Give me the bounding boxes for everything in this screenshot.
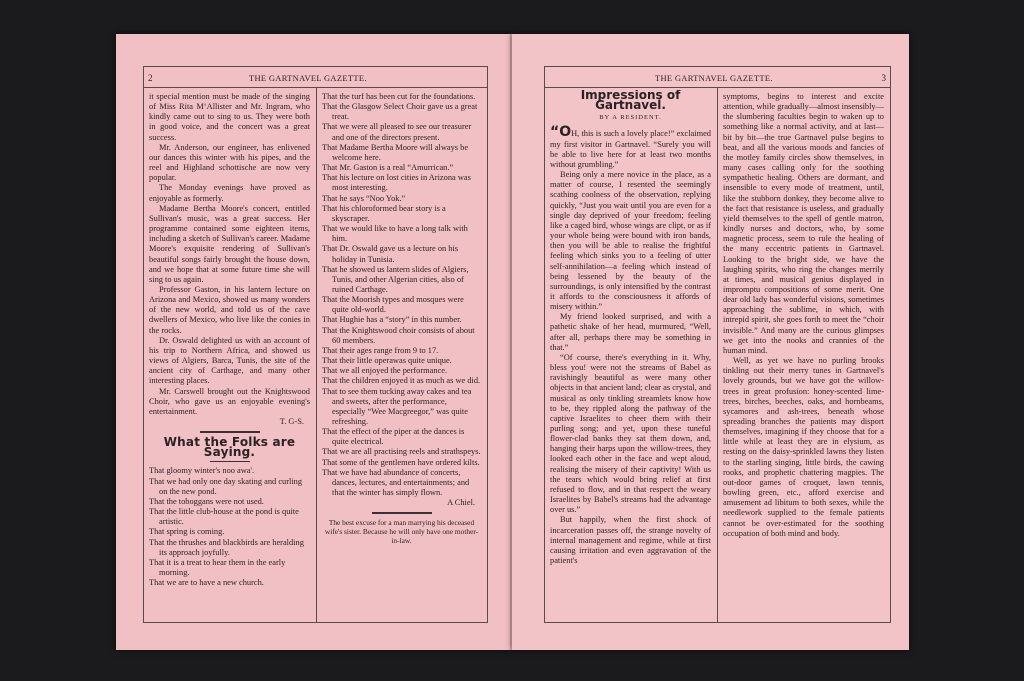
saying-item: That the Moorish types and mosques were quite old-world.: [322, 295, 464, 315]
saying-item: That Mr. Gaston is a real “Amurrican.”: [322, 163, 454, 173]
saying-item: That the little club-house at the pond is quite artistic.: [149, 507, 299, 527]
paragraph: “Of course, there's everything in it. Why, bless you! were not the streams of Babel as ravishingly beautiful as were many other objects in that ancient land; clear as crystal, and musical as only tinkling streamlets know how to be, they rippled along the pathway of the captive Israelites to cheer them with their purling song; and yet, upon these tuneful flower-clad banks they sat them down, and, hanging their harps upon the willow-trees, they looked each other in the face and wept aloud, realising the misery of their captivity! With us the tears which would bring relief at first refused to flow, and in that respect the weary Israelites by Babel's streams had the advantage over us.”: [550, 352, 711, 515]
left-column-1: [149, 92, 310, 619]
right-column-2: [723, 92, 884, 619]
column-divider: [316, 87, 317, 622]
saying-item: That the Glasgow Select Choir gave us a great treat.: [322, 102, 478, 122]
saying-item: That the thrushes and blackbirds are heralding its approach joyfully.: [149, 537, 304, 557]
joke-note: The best excuse for a man marrying his deceased wife's sister. Because he will only have one mother-in-law.: [324, 518, 479, 546]
saying-item: That Hughie has a “story” in this number.: [322, 315, 462, 325]
paragraph: The Monday evenings have proved as enjoyable as formerly.: [149, 183, 310, 203]
saying-item: That the turf has been cut for the foundations.: [322, 92, 476, 101]
saying-item: That he says “Noo Yok.”: [322, 193, 406, 203]
paragraph: it special mention must be made of the singing of Miss Rita M‘Allister and Mr. Ingram, who kindly came out to sing to us. They were both in good voice, and the concert was a great success.: [149, 92, 310, 142]
saying-item: That their little operawas quite unique.: [322, 356, 452, 366]
paragraph: Well, as yet we have no purling brooks tinkling out their merry tunes in Gartnavel's lovely grounds, but we have got the willow-trees in great profusion: honey-scented lime-trees, birches, beeches, oaks, and hornbeams, sycamores and ash-trees, beneath whose spreading branches the patients may disport themselves, imagining if they choose that for a little while at least they are in elysium, as resting on the daisy-sprinkled lawns they listen to the starling singing, little birds, the cawing rooks, and prophetic chattering magpies. The out-door games of croquet, lawn tennis, bowling green, etc., afford exercise and amusement ad libitum to both sexes, while the needlework supplied to the female patients cannot be over-estimated for the soothing occupation of both mind and body.: [723, 356, 884, 538]
saying-item: That his lecture on lost cities in Arizona was most interesting.: [322, 173, 471, 193]
paragraph: Madame Bertha Moore's concert, entitled Sullivan's music, was a great success. Her programme contained some eighteen items, including a sketch of Sullivan's career. Madame Moore's exquisite rendering of Sullivan's beautiful songs fairly brought the house down, and we hope that at some future time she will sing to us again.: [149, 203, 310, 284]
saying-item: That some of the gentlemen have ordered kilts.: [322, 457, 480, 467]
article-paragraphs-continued: [723, 92, 884, 539]
saying-item: That he showed us lantern slides of Algiers, Tunis, and other Algerian cities, also of ruined Carthage.: [322, 264, 469, 294]
saying-item: That his chloroformed bear story is a skyscraper.: [322, 203, 446, 223]
section-title: What the Folks are Saying.: [163, 435, 296, 460]
saying-item: That we all enjoyed the performance.: [322, 366, 448, 376]
left-page-frame: [143, 66, 488, 623]
saying-item: That Dr. Oswald gave us a lecture on his holiday in Tunisia.: [322, 244, 459, 264]
article-paragraphs: [550, 124, 711, 566]
left-page-header: THE GARTNAVEL GAZETTE.: [249, 73, 367, 83]
paragraph: Professor Gaston, in his lantern lecture on Arizona and Mexico, showed us many wonders of the new world, and told us of the cave dwellers of Mexico, who live like the conies in the rocks.: [149, 284, 310, 335]
column-divider: [717, 87, 718, 622]
saying-item: That the toboggans were not used.: [149, 496, 264, 506]
paragraph: “OH, this is such a lovely place!” exclaimed my first visitor in Gartnavel. “Surely you will be able to live here for at least two months without grumbling.”: [550, 124, 711, 169]
paragraph: Mr. Carswell brought out the Knightswood Choir, who gave us an enjoyable evening's entertainment.: [149, 386, 310, 416]
saying-item: That spring is coming.: [149, 527, 225, 537]
section-rule-2: [210, 461, 250, 462]
saying-item: That we are to have a new church.: [149, 578, 264, 588]
saying-item: That we are all practising reels and strathspeys.: [322, 447, 481, 457]
right-page-frame: [544, 66, 891, 623]
right-page-number: 3: [881, 73, 886, 83]
notes-paragraphs: [149, 92, 310, 417]
paragraph: My friend looked surprised, and with a pathetic shake of her head, murmured, “Well, after all, perhaps there may be something in that.”: [550, 312, 711, 352]
right-page-header: THE GARTNAVEL GAZETTE.: [655, 73, 773, 83]
saying-item: That we would like to have a long talk with him.: [322, 224, 468, 244]
sayings-list-continued: [322, 92, 481, 498]
notes-signature: T. G-S.: [279, 417, 304, 426]
saying-item: That their ages range from 9 to 17.: [322, 345, 439, 355]
sayings-list: [149, 466, 310, 588]
paragraph: symptoms, begins to interest and excite attention, while gradually—almost insensibly—the slumbering faculties begin to waken up to something like a normal activity, and at last—bit by bit—the true Gartnavel pulse begins to beat, and all the various moods and fancies of the motley family circles show themselves, in many cases calling only for the soothing sympathetic healing. Others are dormant, and insensible to every mode of treatment, until, like the stubborn donkey, they become alive to the fact that resistance is useless, and gradually yield themselves to the spell of gentle matron, kindly nurses and doctors, who, by some magnetic process, seem to rule the healing of the many eccentric patients in Gartnavel. Looking to the bright side, we have the laughing spirits, who ring the changes merrily at times, and musical genius displayed in impromptu compositions of some merit. One dear old lady has wonderful visions, sometimes approaching the sublime, in which, with intrepid spirit, she goes forth to meet the “choir invisible.” And many are the curious glimpses we get into the nooks and crannies of the human mind.: [723, 92, 884, 355]
saying-item: That gloomy winter's noo awa'.: [149, 466, 255, 476]
section-rule: [200, 431, 260, 433]
article-byline: BY A RESIDENT.: [599, 114, 662, 122]
drop-cap: “O: [550, 124, 572, 141]
paragraph: Mr. Anderson, our engineer, has enlivened our dances this winter with his pipes, and the reel and Highland schottische are now very popular.: [149, 142, 310, 183]
article-title: Impressions of Gartnavel.: [580, 90, 681, 113]
left-column-2: [322, 92, 481, 619]
saying-item: That we were all pleased to see our treasurer and one of the directors present.: [322, 122, 472, 142]
saying-item: That it is a treat to hear them in the early morning.: [149, 557, 286, 578]
paragraph: Being only a mere novice in the place, as a matter of course, I resented the seemingly scathing coolness of the observation, replying quickly, “Just you wait until you are even for a single day deprived of your freedom; feeling like a caged bird, whose wings are clipt, or as if your whole being were bound with iron bands, then you will be able to realise the frightful feeling which sinks you to a feeling of utter self-annihilation—a feeling which instead of being lessened by the beauty of the surroundings, is only intensified by the contrast it affords to the consciousness it affords of misery within.”: [550, 170, 711, 312]
saying-item: That the children enjoyed it as much as we did.: [322, 376, 481, 386]
paragraph: But happily, when the first shock of incarceration passes off, the strange novelty of internal management and regime, while at first causing irritation and even aggravation of the patient's: [550, 515, 711, 566]
saying-item: That Madame Bertha Moore will always be welcome here.: [322, 142, 469, 162]
right-page: [512, 34, 909, 650]
saying-item: That we had only one day skating and curling on the new pond.: [149, 476, 303, 496]
saying-item: That the effect of the piper at the dances is quite electrical.: [322, 427, 465, 447]
sayings-signature: A Chiel.: [447, 498, 475, 508]
note-rule: [372, 512, 432, 514]
right-column-1: [550, 90, 711, 619]
paragraph: Dr. Oswald delighted us with an account of his trip to Northern Africa, and showed us views of Algiers, Barca, Tunis, the site of the ancient city of Carthage, and many other interesting places.: [149, 335, 310, 386]
saying-item: That to see them tucking away cakes and tea and sweets, after the performance, especially “Wee Macgreegor,” was quite refreshing.: [322, 386, 472, 426]
saying-item: That the Knightswood choir consists of about 60 members.: [322, 325, 475, 345]
left-page: [116, 34, 512, 650]
saying-item: That we have had abundance of concerts, dances, lectures, and entertainments; and that the winter has simply flown.: [322, 467, 470, 498]
left-page-number: 2: [148, 73, 153, 83]
